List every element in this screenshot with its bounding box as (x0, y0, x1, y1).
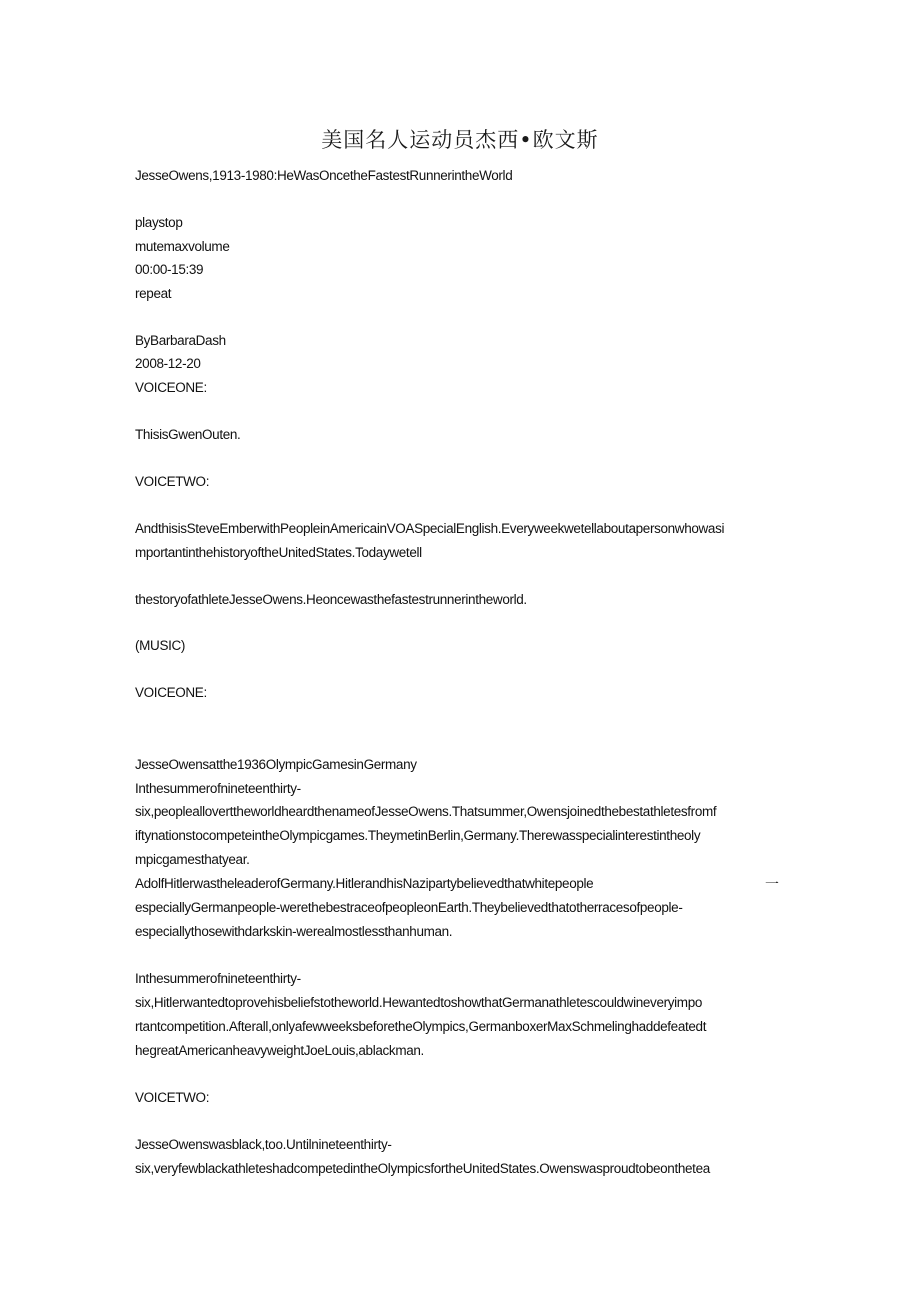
paragraph-line: hegreatAmericanheavyweightJoeLouis,ablackman. (135, 1043, 424, 1058)
paragraph-line: Inthesummerofnineteenthirty- (135, 781, 301, 796)
music-cue: (MUSIC) (135, 638, 186, 653)
paragraph-line: AndthisisSteveEmberwithPeopleinAmericainVOASpecialEnglish.Everyweekwetellaboutapersonwhowasi (135, 521, 725, 536)
player-mute-volume: mutemaxvolume (135, 239, 230, 254)
paragraph-line: iftynationstocompeteintheOlympicgames.TheymetinBerlin,Germany.Therewasspecialinterestintheoly (135, 828, 701, 843)
paragraph-line: mpicgamesthatyear. (135, 852, 250, 867)
player-repeat: repeat (135, 286, 172, 301)
speaker-label: VOICEONE: (135, 380, 207, 395)
byline: ByBarbaraDash (135, 333, 226, 348)
paragraph-line: especiallyGermanpeople-werethebestraceofpeopleonEarth.Theybelievedthatotherracesofpeople- (135, 900, 683, 915)
paragraph-line: Inthesummerofnineteenthirty- (135, 971, 301, 986)
paragraph-line: mportantinthehistoryoftheUnitedStates.Todaywetell (135, 545, 422, 560)
paragraph-line: AdolfHitlerwastheleaderofGermany.HitlerandhisNazipartybelievedthatwhitepeople (135, 876, 594, 891)
paragraph-line: thestoryofathleteJesseOwens.Heoncewasthefastestrunnerintheworld. (135, 592, 527, 607)
paragraph-line: six,veryfewblackathleteshadcompetedintheOlympicsfortheUnitedStates.Owenswasproudtobeonthetea (135, 1161, 710, 1176)
paragraph-line: JesseOwenswasblack,too.Untilnineteenthirty- (135, 1137, 392, 1152)
paragraph-line: ThisisGwenOuten. (135, 427, 241, 442)
page-title: 美国名人运动员杰西•欧文斯 (321, 128, 599, 152)
player-play-stop: playstop (135, 215, 183, 230)
date: 2008-12-20 (135, 356, 201, 371)
dash-mark: 一 (765, 876, 779, 892)
paragraph-line: rtantcompetition.Afterall,onlyafewweeksbeforetheOlympics,GermanboxerMaxSchmelinghaddefeatedt (135, 1019, 707, 1034)
player-time: 00:00-15:39 (135, 262, 204, 277)
image-caption: JesseOwensatthe1936OlympicGamesinGermany (135, 757, 417, 772)
subtitle: JesseOwens,1913-1980:HeWasOncetheFastestRunnerintheWorld (135, 168, 513, 183)
speaker-label: VOICEONE: (135, 685, 207, 700)
paragraph-line: six,peoplealloverttheworldheardthenameofJesseOwens.Thatsummer,Owensjoinedthebestathletesfromf (135, 804, 717, 819)
speaker-label: VOICETWO: (135, 1090, 210, 1105)
speaker-label: VOICETWO: (135, 474, 210, 489)
paragraph-line: especiallythosewithdarkskin-werealmostlessthanhuman. (135, 924, 453, 939)
paragraph-line: six,Hitlerwantedtoprovehisbeliefstotheworld.HewantedtoshowthatGermanathletescouldwineveryimpo (135, 995, 703, 1010)
